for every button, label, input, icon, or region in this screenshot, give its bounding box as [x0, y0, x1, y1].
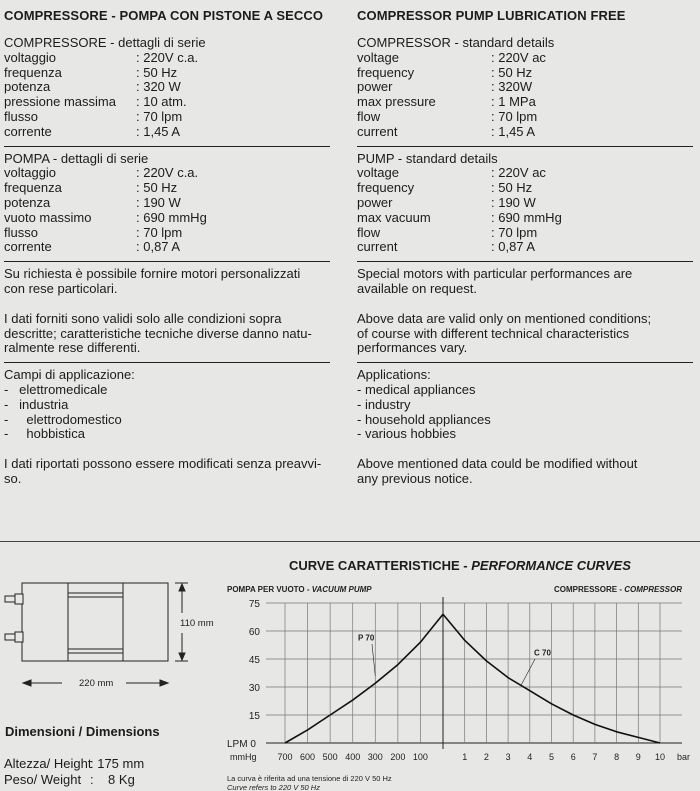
spec-label: corrente [4, 239, 52, 255]
x-tick-label: 200 [390, 752, 406, 762]
spec-value: : 0,87 A [491, 239, 536, 255]
chart-axes [227, 599, 690, 762]
x-unit-label-mmhg: mmHg [230, 752, 257, 762]
x-tick-label: 600 [300, 752, 316, 762]
dimensions-title: Dimensioni / Dimensions [5, 724, 160, 739]
list-item: - industry [357, 396, 411, 412]
divider [4, 261, 330, 262]
spec-label: frequenza [4, 64, 62, 80]
italian-validity-text: I dati forniti sono validi solo alle condizioni sopra descritte; caratteristiche tecniche diverse danno natu- ralmente rese differenti. [4, 310, 312, 356]
chart-grid [266, 597, 682, 749]
x-tick-label: 400 [345, 752, 361, 762]
height-dimension-label: 110 mm [180, 618, 214, 629]
spec-label: flusso [4, 108, 38, 124]
spec-value: : 50 Hz [491, 64, 533, 80]
spec-label: current [357, 123, 398, 139]
curve-note-it: La curva è riferita ad una tensione di 220 V 50 Hz [227, 774, 392, 783]
english-validity-text: Above data are valid only on mentioned conditions; of course with different technical characteristics performances vary. [357, 310, 652, 356]
spec-value: : 220V ac [491, 165, 546, 181]
spec-row [4, 240, 330, 255]
y-tick-label: 45 [248, 655, 260, 666]
spec-row [4, 66, 330, 81]
italian-applications-heading: Campi di applicazione: [4, 367, 135, 383]
spec-label: frequency [357, 180, 415, 196]
x-tick-label: 700 [277, 752, 293, 762]
spec-label: voltage [357, 165, 399, 181]
x-tick-label: 10 [654, 752, 666, 762]
spec-row [4, 51, 330, 66]
italian-pump-heading: POMPA - dettagli di serie [4, 150, 149, 166]
x-tick-label: 4 [527, 752, 533, 762]
spec-value: : 50 Hz [136, 180, 178, 196]
english-compressor-heading: COMPRESSOR - standard details [357, 35, 555, 50]
spec-label: power [357, 194, 393, 210]
spec-row [357, 51, 693, 66]
spec-label: current [357, 239, 398, 255]
divider [357, 146, 693, 147]
spec-value: : 10 atm. [136, 94, 187, 110]
y-axis-title: LPM 0 [227, 739, 256, 750]
italian-column [4, 6, 330, 487]
compressor-label: COMPRESSORE - COMPRESSOR [553, 585, 682, 594]
height-row: Altezza/ Height: 175 mm [4, 756, 145, 771]
spec-row [357, 125, 693, 140]
x-tick-label: 1 [462, 752, 468, 762]
italian-title: COMPRESSORE - POMPA CON PISTONE A SECCO [4, 8, 324, 23]
width-dimension-label: 220 mm [79, 678, 114, 689]
italian-special-text: Su richiesta è possibile fornire motori personalizzati con rese particolari. [4, 266, 301, 296]
divider [4, 362, 330, 363]
list-item: - elettromedicale [4, 381, 108, 397]
chart-series [285, 614, 660, 743]
spec-label: potenza [4, 79, 51, 95]
y-tick-label: 75 [248, 599, 260, 610]
spec-label: voltaggio [4, 165, 57, 181]
spec-row [357, 226, 693, 241]
spec-row [357, 181, 693, 196]
spec-value: : 320W [491, 79, 533, 95]
x-tick-label: 9 [635, 752, 641, 762]
series-label-compressor: C 70 [534, 648, 551, 658]
spec-label: vuoto massimo [4, 209, 92, 225]
list-item: - medical appliances [357, 381, 476, 397]
spec-value: : 190 W [136, 194, 181, 210]
spec-row [4, 80, 330, 95]
spec-label: corrente [4, 123, 52, 139]
spec-label: flusso [4, 224, 38, 240]
spec-value: : 690 mmHg [491, 209, 562, 225]
y-tick-label: 60 [248, 627, 260, 638]
spec-label: flow [357, 224, 381, 240]
list-item: - household appliances [357, 411, 491, 427]
spec-label: frequenza [4, 180, 62, 196]
list-item: - elettrodomestico [4, 411, 122, 427]
x-tick-label: 8 [614, 752, 620, 762]
italian-compressor-specs [4, 51, 330, 140]
italian-notice-text: I dati riportati possono essere modificati senza preavvi- so. [4, 456, 322, 486]
spec-row [357, 80, 693, 95]
x-unit-label-bar: bar [677, 752, 691, 762]
divider [357, 261, 693, 262]
spec-label: pressione massima [4, 94, 116, 110]
english-special-text: Special motors with particular performances are available on request. [357, 266, 633, 296]
x-tick-label: 3 [505, 752, 511, 762]
x-tick-label: 2 [483, 752, 489, 762]
spec-value: : 70 lpm [491, 108, 538, 124]
english-pump-heading: PUMP - standard details [357, 150, 498, 166]
italian-pump-specs [4, 166, 330, 255]
spec-label: voltaggio [4, 49, 57, 65]
motor-drawing [5, 583, 188, 686]
spec-label: voltage [357, 49, 399, 65]
x-tick-label: 5 [548, 752, 555, 762]
spec-row [4, 226, 330, 241]
series-label-vacuum: P 70 [358, 633, 375, 643]
x-tick-label: 6 [570, 752, 576, 762]
spec-row [4, 166, 330, 181]
spec-row [4, 125, 330, 140]
spec-row [4, 211, 330, 226]
spec-row [4, 196, 330, 211]
spec-row [4, 181, 330, 196]
spec-value: : 1,45 A [491, 123, 536, 139]
port-top [15, 594, 23, 604]
spec-label: power [357, 79, 393, 95]
divider [4, 146, 330, 147]
spec-row [357, 66, 693, 81]
spec-label: max vacuum [357, 209, 431, 225]
curves-title: CURVE CARATTERISTICHE - PERFORMANCE CURVES [289, 558, 631, 573]
italian-compressor-heading: COMPRESSORE - dettagli di serie [4, 35, 206, 50]
spec-row [357, 95, 693, 110]
spec-value: : 0,87 A [136, 239, 181, 255]
english-pump-specs [357, 166, 693, 255]
english-notice-text: Above mentioned data could be modified without any previous notice. [357, 456, 638, 486]
spec-value: : 1,45 A [136, 123, 181, 139]
spec-value: : 70 lpm [136, 224, 183, 240]
spec-label: max pressure [357, 94, 436, 110]
spec-row [4, 110, 330, 125]
section-divider [0, 541, 700, 542]
english-column [357, 6, 693, 487]
weight-row: Peso/ Weight : 8 Kg [4, 772, 135, 787]
spec-label: potenza [4, 194, 51, 210]
curve-note-en: Curve refers to 220 V 50 Hz [227, 783, 320, 791]
spec-value: : 70 lpm [136, 108, 183, 124]
spec-label: frequency [357, 64, 415, 80]
y-tick-label: 30 [248, 683, 260, 694]
port-bottom [15, 632, 23, 642]
spec-value: : 50 Hz [491, 180, 533, 196]
english-applications-heading: Applications: [357, 367, 431, 383]
leader-line [372, 644, 375, 676]
spec-row [357, 166, 693, 181]
spec-value: : 190 W [491, 194, 536, 210]
spec-row [357, 240, 693, 255]
spec-value: : 220V ac [491, 49, 546, 65]
list-item: - various hobbies [357, 426, 456, 442]
x-tick-label: 300 [367, 752, 383, 762]
spec-row [4, 95, 330, 110]
y-tick-label: 15 [248, 711, 260, 722]
x-tick-label: 7 [592, 752, 598, 762]
spec-value: : 220V c.a. [136, 165, 199, 181]
x-tick-label: 500 [322, 752, 338, 762]
spec-value: : 220V c.a. [136, 49, 199, 65]
spec-value: : 690 mmHg [136, 209, 207, 225]
divider [357, 362, 693, 363]
list-item: - industria [4, 396, 69, 412]
spec-value: : 1 MPa [491, 94, 536, 110]
spec-value: : 320 W [136, 79, 181, 95]
english-compressor-specs [357, 51, 693, 140]
vacuum-pump-label: POMPA PER VUOTO - VACUUM PUMP [227, 585, 372, 594]
list-item: - hobbistica [4, 426, 85, 442]
spec-value: : 70 lpm [491, 224, 538, 240]
leader-line [521, 659, 535, 685]
spec-row [357, 196, 693, 211]
x-tick-label: 100 [412, 752, 428, 762]
spec-row [357, 110, 693, 125]
spec-row [357, 211, 693, 226]
spec-label: flow [357, 108, 381, 124]
spec-value: : 50 Hz [136, 64, 178, 80]
english-title: COMPRESSOR PUMP LUBRICATION FREE [357, 8, 626, 23]
